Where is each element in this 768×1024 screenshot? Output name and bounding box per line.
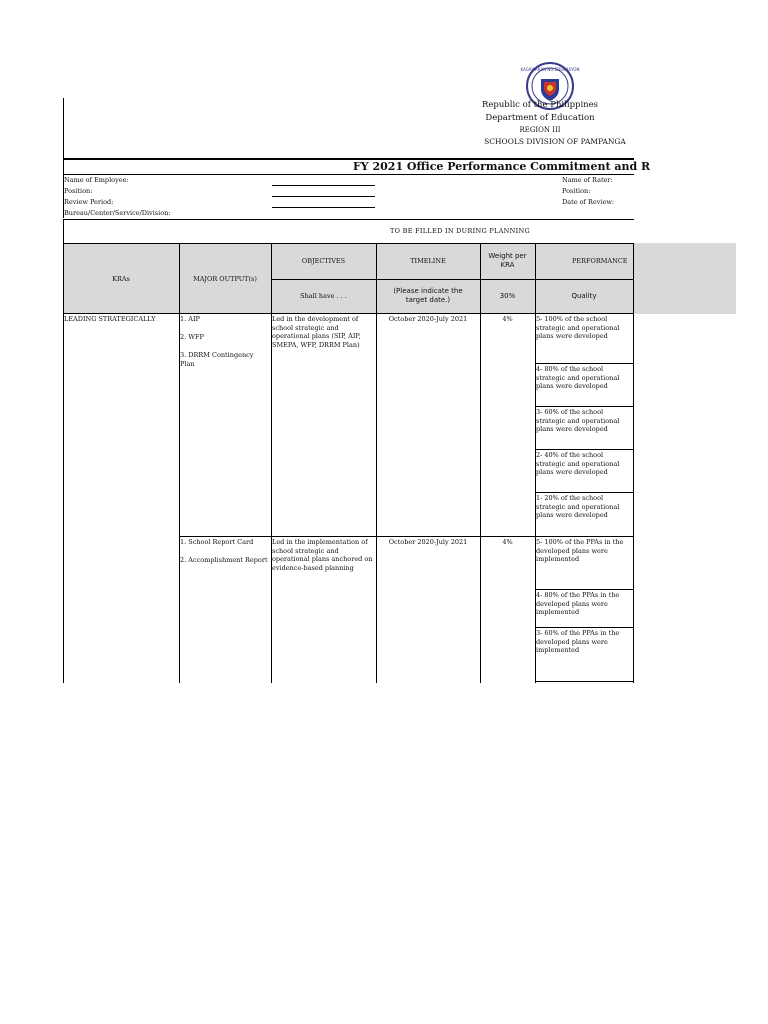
quality-header: Quality [571, 292, 597, 300]
date-of-review-label: Date of Review: [562, 198, 615, 206]
quality-row-1-sep-4 [535, 492, 633, 493]
objective-row-1: Led in the development of school strategic and operational plans (SIP, AIP, SMEPA, WFP, DRRM Plan) [272, 315, 361, 349]
quality-row-1-1: 1- 20% of the school strategic and operational plans were developed [536, 494, 620, 519]
department-text: Department of Education [485, 113, 595, 123]
quality-row-1-2: 2- 40% of the school strategic and operational plans were developed [536, 451, 620, 476]
header-top-rule [63, 243, 634, 244]
division-text: SCHOOLS DIVISION OF PAMPANGA [484, 137, 626, 146]
republic-text: Republic of the Philippines [481, 100, 599, 110]
name-of-employee-label: Name of Employee: [64, 176, 129, 184]
quality-row-2-3: 3- 60% of the PPAs in the developed plans were implemented [536, 629, 620, 654]
kra-leading-strategically: LEADING STRATEGICALLY [64, 315, 156, 323]
quality-row-2-sep-2 [535, 627, 633, 628]
weight-subheader: 30% [499, 292, 516, 300]
page-title: FY 2021 Office Performance Commitment and R [353, 160, 651, 173]
quality-row-1-sep-2 [535, 406, 633, 407]
quality-row-1-5: 5- 100% of the school strategic and operational plans were developed [536, 315, 620, 340]
position-field[interactable] [272, 196, 375, 197]
employee-name-field[interactable] [272, 185, 375, 186]
svg-text:KAGAWARAN NG EDUKASYON: KAGAWARAN NG EDUKASYON [520, 67, 580, 72]
objective-row-2: Led in the implementation of school strategic and operational plans anchored on evidence-based planning [272, 538, 373, 572]
review-period-field[interactable] [272, 207, 375, 208]
weight-row-1: 4% [502, 315, 513, 323]
objectives-header: OBJECTIVES [301, 257, 346, 265]
weight-row-2: 4% [502, 538, 513, 546]
timeline-header: TIMELINE [410, 257, 446, 265]
col-line-4 [480, 243, 481, 683]
planning-banner: TO BE FILLED IN DURING PLANNING [390, 227, 530, 235]
position-right-label: Position: [562, 187, 591, 195]
output-accomplishment-report: 2. Accomplishment Report [180, 556, 268, 564]
output-school-report-card: 1. School Report Card [180, 538, 254, 546]
timeline-row-2: October 2020-July 2021 [388, 538, 468, 546]
col-line-1 [179, 243, 180, 683]
quality-row-1-3: 3- 60% of the school strategic and operational plans were developed [536, 408, 620, 433]
header-mid-rule [271, 279, 634, 280]
region-text: REGION III [519, 126, 561, 134]
quality-row-2-4: 4- 80% of the PPAs in the developed plans were implemented [536, 591, 620, 616]
kras-header: KRAs [112, 275, 130, 283]
row-separator [179, 536, 634, 537]
quality-row-2-sep-1 [535, 589, 633, 590]
weight-header: Weight per KRA [488, 252, 527, 269]
major-output-header: MAJOR OUTPUT(s) [193, 275, 257, 283]
left-border-banner [63, 219, 64, 243]
output-aip: 1. AIP [180, 315, 200, 323]
objectives-subheader: Shall have . . . [300, 292, 347, 300]
header-bottom-rule [63, 313, 634, 314]
output-wfp: 2. WFP [180, 333, 204, 341]
col-line-2 [271, 243, 272, 683]
col-line-3 [376, 243, 377, 683]
title-bottom-rule [63, 174, 634, 175]
quality-row-2-5: 5- 100% of the PPAs in the developed plans were implemented [536, 538, 624, 563]
quality-row-1-4: 4- 80% of the school strategic and operational plans were developed [536, 365, 620, 390]
col-line-0 [63, 243, 64, 683]
info-bottom-rule [63, 219, 634, 220]
output-drrm: 3. DRRM Contingency Plan [180, 351, 254, 368]
timeline-subheader: (Please indicate the target date.) [393, 287, 463, 304]
quality-row-1-sep-3 [535, 449, 633, 450]
review-period-label: Review Period: [64, 198, 114, 206]
name-of-rater-label: Name of Rater: [562, 176, 613, 184]
quality-row-2-sep-3 [535, 681, 633, 682]
quality-row-1-sep-1 [535, 363, 633, 364]
col-line-6 [633, 243, 634, 683]
timeline-row-1: October 2020-July 2021 [388, 315, 468, 323]
bureau-label: Bureau/Center/Service/Division: [64, 209, 171, 217]
performance-header: PERFORMANCE [572, 257, 628, 265]
position-left-label: Position: [64, 187, 93, 195]
